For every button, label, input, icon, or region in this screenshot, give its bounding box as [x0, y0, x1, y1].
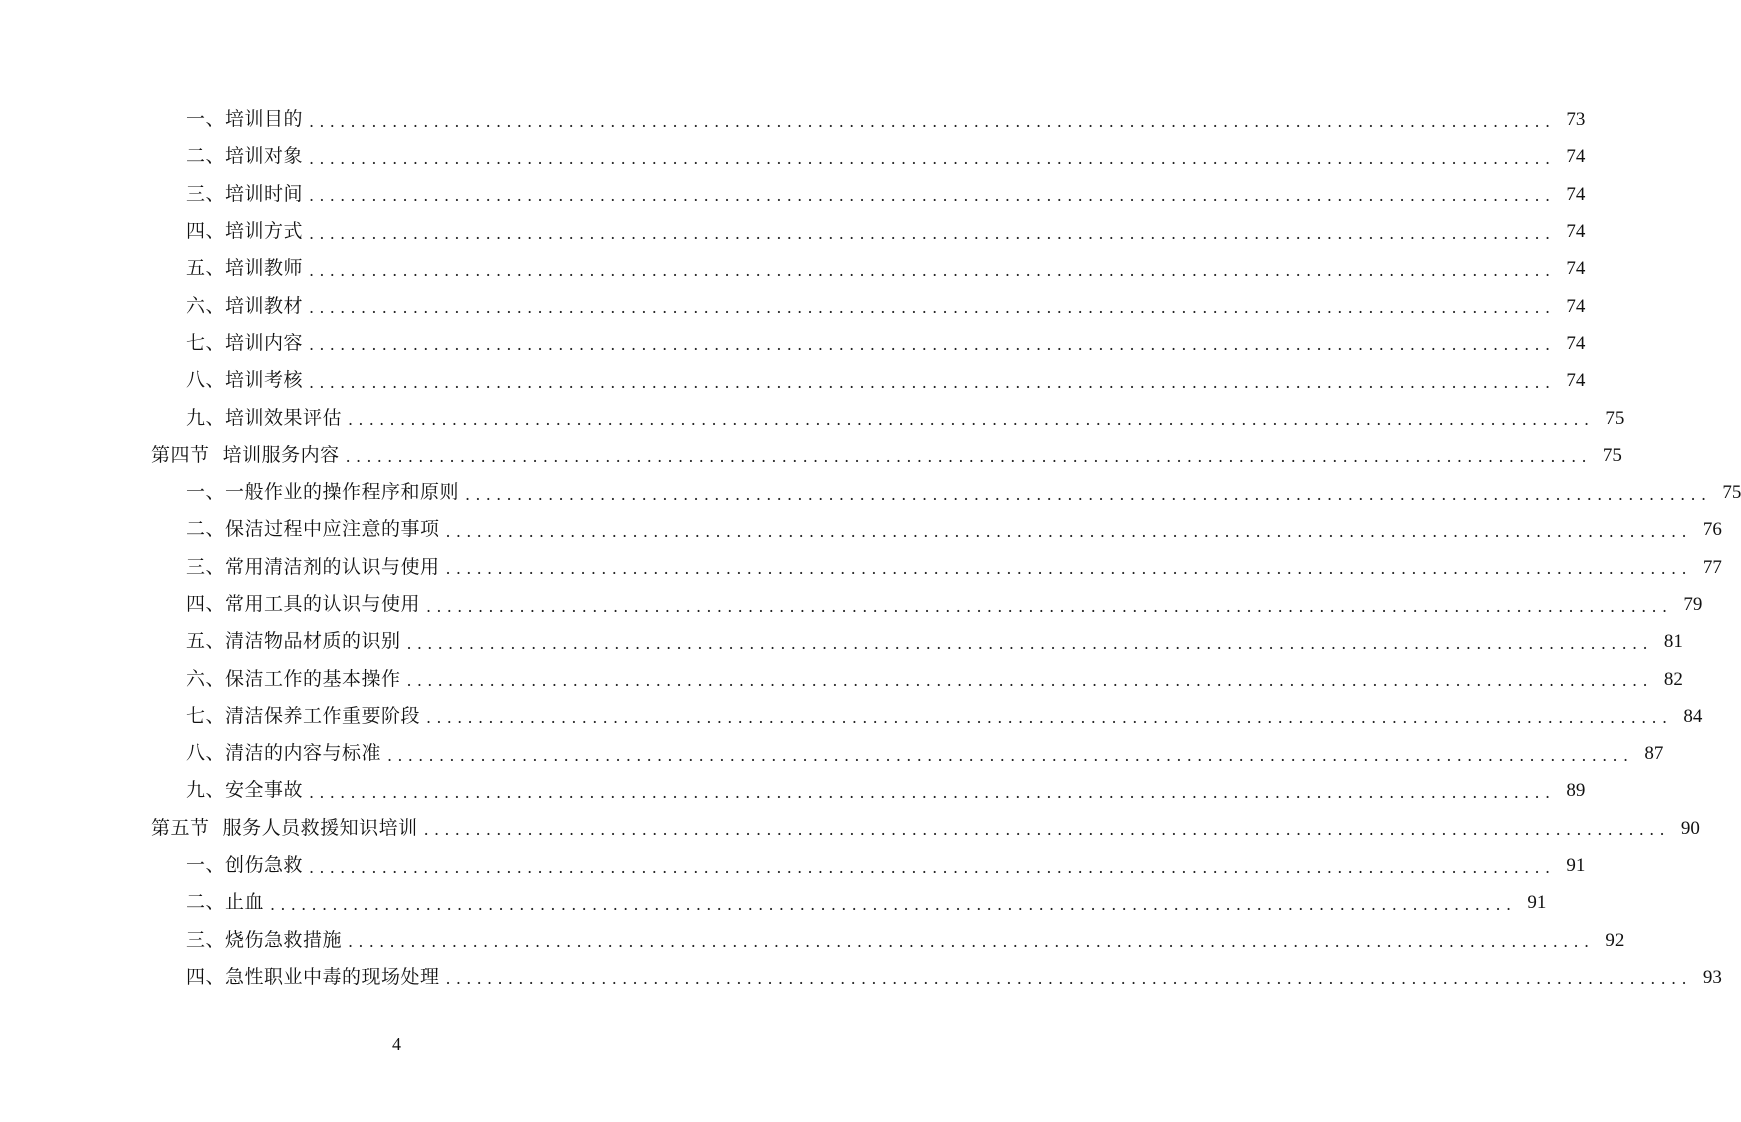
toc-entry[interactable]	[0, 250, 1586, 287]
toc-dot-leader: ........................................................................................................................	[309, 298, 1556, 318]
toc-entry-page: 75	[1722, 482, 1741, 504]
toc-dot-leader: ........................................................................................................................	[309, 186, 1556, 206]
toc-entry-page: 74	[1566, 146, 1586, 168]
toc-entry-title: 四、常用工具的认识与使用	[186, 593, 421, 615]
toc-entry-page: 75	[1605, 407, 1625, 429]
toc-entry-page: 74	[1566, 221, 1586, 243]
toc-dot-leader: ........................................................................................................................	[406, 633, 1653, 653]
toc-entry-page: 76	[1702, 519, 1722, 541]
toc-entry[interactable]	[0, 213, 1586, 250]
toc-entry-title: 四、急性职业中毒的现场处理	[186, 965, 440, 988]
toc-entry-page: 73	[1566, 109, 1586, 131]
toc-entry[interactable]	[0, 623, 1683, 660]
toc-dot-leader: ........................................................................................................................	[309, 148, 1556, 168]
toc-entry-title: 一、培训目的	[186, 108, 304, 131]
toc-entry-title: 第五节 服务人员救援知识培训	[151, 816, 418, 839]
toc-dot-leader: ........................................................................................................................	[426, 708, 1673, 728]
toc-entry[interactable]	[0, 549, 1722, 586]
toc-entry-page: 74	[1566, 183, 1586, 205]
toc-entry-page: 87	[1644, 743, 1664, 765]
toc-dot-leader: ........................................................................................................................	[348, 410, 1595, 430]
toc-entry-page: 74	[1566, 295, 1586, 317]
toc-entry-title: 三、烧伤急救措施	[186, 928, 343, 951]
toc-entry-page: 91	[1527, 892, 1547, 914]
toc-entry[interactable]	[0, 362, 1586, 399]
toc-dot-leader: ........................................................................................................................	[445, 521, 1692, 541]
table-of-contents	[0, 101, 1741, 996]
toc-entry[interactable]	[0, 922, 1625, 959]
toc-entry[interactable]	[0, 698, 1703, 735]
toc-entry[interactable]	[0, 586, 1703, 623]
toc-entry-title: 六、培训教材	[186, 294, 304, 317]
toc-dot-leader: ........................................................................................................................	[345, 447, 1592, 467]
toc-dot-leader: ........................................................................................................................	[309, 857, 1556, 877]
toc-dot-leader: ........................................................................................................................	[309, 782, 1556, 802]
toc-entry[interactable]	[0, 735, 1664, 772]
toc-entry-title: 九、安全事故	[186, 779, 304, 802]
toc-entry-title: 一、一般作业的操作程序和原则	[186, 481, 460, 504]
toc-entry[interactable]	[0, 847, 1586, 884]
toc-entry-title: 三、培训时间	[186, 182, 304, 205]
toc-dot-leader: ........................................................................................................................	[445, 559, 1692, 579]
toc-entry-title: 一、创伤急救	[186, 854, 304, 877]
toc-dot-leader: ........................................................................................................................	[445, 969, 1692, 989]
toc-dot-leader: ........................................................................................................................	[270, 894, 1517, 914]
toc-entry-page: 74	[1566, 370, 1586, 392]
toc-dot-leader: ........................................................................................................................	[309, 335, 1556, 355]
toc-entry[interactable]	[0, 325, 1586, 362]
toc-entry-page: 75	[1602, 444, 1622, 466]
toc-entry[interactable]	[0, 959, 1722, 996]
toc-entry-title: 八、培训考核	[186, 369, 304, 392]
toc-entry-title: 四、培训方式	[186, 220, 304, 243]
toc-dot-leader: ........................................................................................................................	[423, 820, 1670, 840]
toc-entry-title: 七、清洁保养工作重要阶段	[186, 704, 421, 727]
toc-dot-leader: ........................................................................................................................	[309, 372, 1556, 392]
toc-entry-page: 89	[1566, 780, 1586, 802]
toc-entry-title: 七、培训内容	[186, 331, 304, 354]
toc-entry[interactable]	[0, 138, 1586, 175]
toc-dot-leader: ........................................................................................................................	[309, 223, 1556, 243]
toc-entry-page: 81	[1663, 631, 1683, 653]
toc-entry-title: 八、清洁的内容与标准	[186, 742, 382, 765]
toc-entry-page: 93	[1702, 966, 1722, 988]
toc-dot-leader: ........................................................................................................................	[387, 745, 1634, 765]
toc-entry-page: 74	[1566, 258, 1586, 280]
toc-entry-title: 五、清洁物品材质的识别	[186, 630, 401, 653]
toc-entry-title: 九、培训效果评估	[186, 406, 343, 429]
toc-entry-page: 84	[1683, 705, 1703, 727]
toc-entry[interactable]	[0, 176, 1586, 213]
toc-entry-page: 91	[1566, 855, 1586, 877]
toc-entry[interactable]	[0, 287, 1586, 324]
toc-entry-page: 74	[1566, 332, 1586, 354]
toc-entry-page: 82	[1663, 668, 1683, 690]
toc-entry-title: 第四节 培训服务内容	[151, 443, 340, 466]
toc-entry-title: 二、培训对象	[186, 145, 304, 168]
toc-entry-title: 三、常用清洁剂的认识与使用	[186, 555, 440, 578]
toc-entry[interactable]	[0, 884, 1547, 921]
page-number: 4	[392, 1034, 401, 1054]
toc-entry[interactable]	[0, 101, 1586, 138]
toc-entry-title: 二、保洁过程中应注意的事项	[186, 518, 440, 541]
toc-dot-leader: ........................................................................................................................	[309, 111, 1556, 131]
toc-entry[interactable]	[0, 474, 1741, 511]
toc-entry[interactable]	[0, 399, 1625, 436]
toc-dot-leader: ........................................................................................................................	[309, 260, 1556, 280]
toc-entry-title: 五、培训教师	[186, 257, 304, 280]
toc-section-entry[interactable]	[0, 810, 1700, 847]
toc-section-entry[interactable]	[0, 437, 1622, 474]
toc-entry-title: 二、止血	[186, 891, 265, 914]
toc-dot-leader: ........................................................................................................................	[348, 932, 1595, 952]
toc-entry-page: 77	[1702, 556, 1722, 578]
toc-dot-leader: ........................................................................................................................	[465, 484, 1712, 504]
toc-entry-page: 79	[1683, 594, 1703, 615]
toc-entry-page: 90	[1680, 817, 1700, 839]
toc-entry[interactable]	[0, 660, 1683, 697]
toc-entry-title: 六、保洁工作的基本操作	[186, 667, 401, 690]
toc-entry[interactable]	[0, 511, 1722, 548]
toc-entry-page: 92	[1605, 929, 1625, 951]
toc-entry[interactable]	[0, 772, 1586, 809]
toc-dot-leader: ........................................................................................................................	[426, 596, 1673, 616]
toc-dot-leader: ........................................................................................................................	[406, 671, 1653, 691]
